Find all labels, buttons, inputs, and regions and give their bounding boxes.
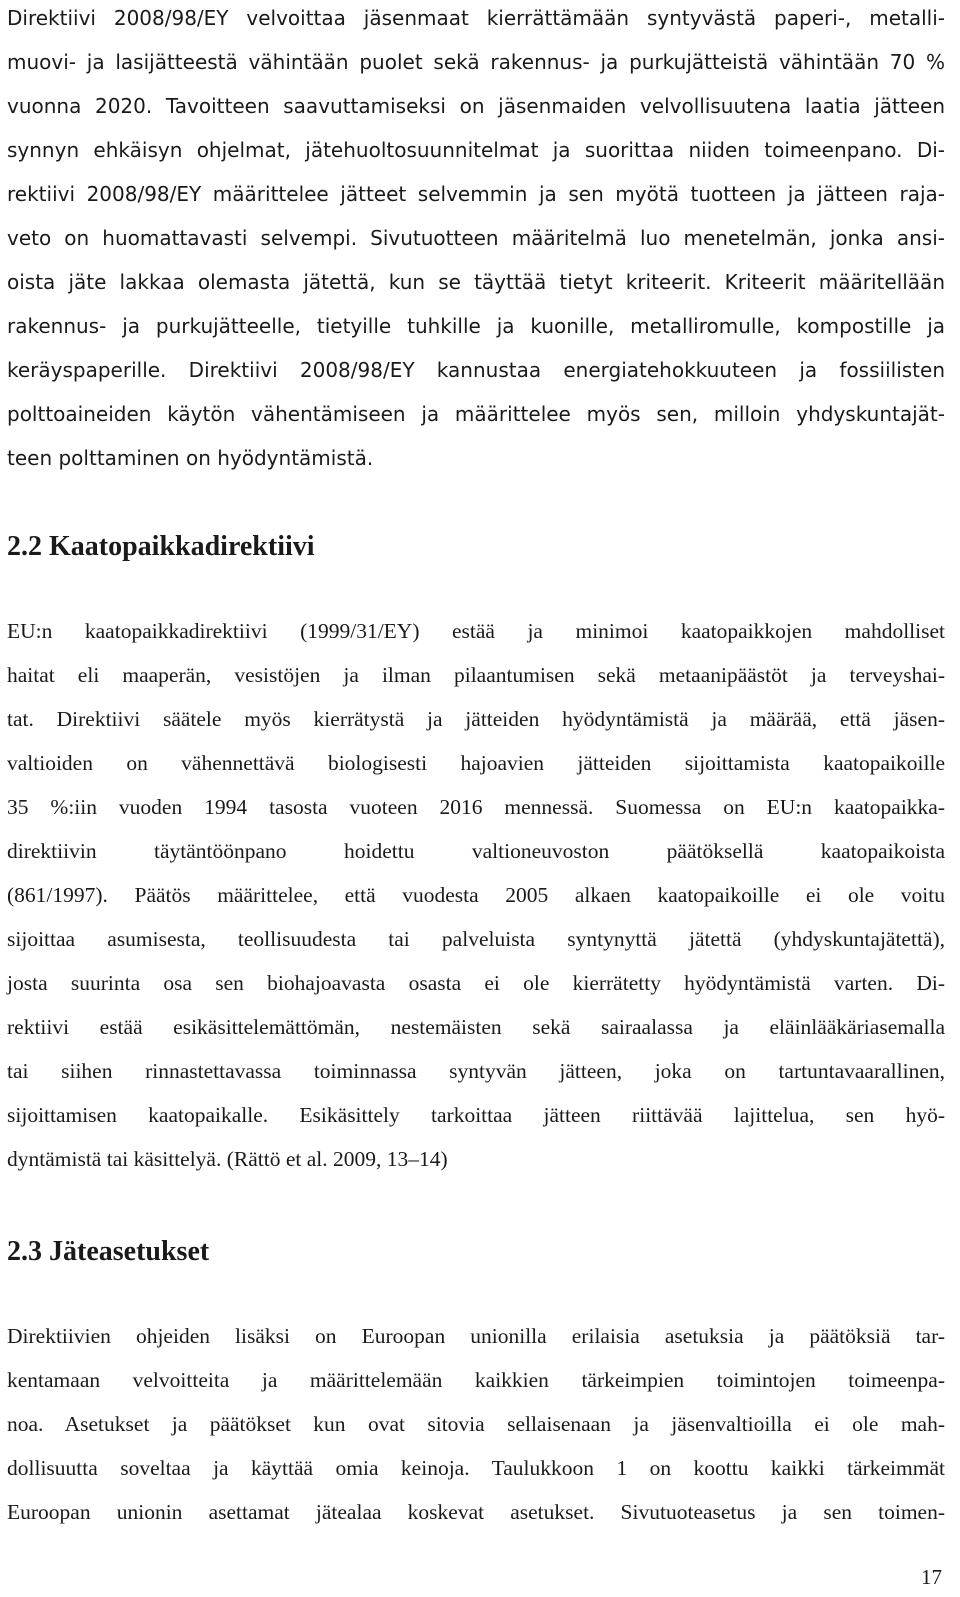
text-line: oista jäte lakkaa olemasta jätettä, kun se täyttää tietyt kriteerit. Kriteerit määritellään	[7, 270, 945, 294]
text-line: veto on huomattavasti selvempi. Sivutuotteen määritelmä luo menetelmän, jonka ansi-	[7, 226, 945, 250]
text-line: noa. Asetukset ja päätökset kun ovat sitovia sellaisenaan ja jäsenvaltioilla ei ole mah-	[7, 1412, 945, 1436]
text-line: synnyn ehkäisyn ohjelmat, jätehuoltosuunnitelmat ja suorittaa niiden toimeenpano. Di-	[7, 138, 945, 162]
paragraph-landfill-directive	[7, 609, 945, 1181]
text-line: teen polttaminen on hyödyntämistä.	[7, 446, 374, 470]
text-line: EU:n kaatopaikkadirektiivi (1999/31/EY) estää ja minimoi kaatopaikkojen mahdolliset	[7, 619, 945, 643]
text-line: Euroopan unionin asettamat jätealaa koskevat asetukset. Sivutuoteasetus ja sen toimen-	[7, 1500, 945, 1524]
text-line: keräyspaperille. Direktiivi 2008/98/EY kannustaa energiatehokkuuteen ja fossiilisten	[7, 358, 945, 382]
text-line: Direktiivien ohjeiden lisäksi on Euroopan unionilla erilaisia asetuksia ja päätöksiä tar-	[7, 1324, 945, 1348]
paragraph-directive-2008-98	[7, 0, 945, 480]
paragraph-waste-regulations	[7, 1314, 945, 1534]
text-line: dyntämistä tai käsittelyä. (Rättö et al. 2009, 13–14)	[7, 1147, 448, 1171]
text-line: rektiivi 2008/98/EY määrittelee jätteet selvemmin ja sen myötä tuotteen ja jätteen raja-	[7, 182, 945, 206]
text-line: muovi- ja lasijätteestä vähintään puolet sekä rakennus- ja purkujätteistä vähintään 70 %	[7, 50, 945, 74]
text-line: vuonna 2020. Tavoitteen saavuttamiseksi on jäsenmaiden velvollisuutena laatia jätteen	[7, 94, 945, 118]
text-line: dollisuutta soveltaa ja käyttää omia keinoja. Taulukkoon 1 on koottu kaikki tärkeimmät	[7, 1456, 945, 1480]
text-line: rektiivi estää esikäsittelemättömän, nestemäisten sekä sairaalassa ja eläinlääkäriasemalla	[7, 1015, 945, 1039]
text-line: josta suurinta osa sen biohajoavasta osasta ei ole kierrätetty hyödyntämistä varten. Di-	[7, 971, 945, 995]
text-line: haitat eli maaperän, vesistöjen ja ilman pilaantumisen sekä metaanipäästöt ja terveyshai-	[7, 663, 945, 687]
text-line: sijoittamisen kaatopaikalle. Esikäsittely tarkoittaa jätteen riittävää lajittelua, sen hyö-	[7, 1103, 945, 1127]
text-line: (861/1997). Päätös määrittelee, että vuodesta 2005 alkaen kaatopaikoille ei ole voitu	[7, 883, 945, 907]
text-line: sijoittaa asumisesta, teollisuudesta tai palveluista syntynyttä jätettä (yhdyskuntajätettä),	[7, 927, 945, 951]
text-line: kentamaan velvoitteita ja määrittelemään kaikkien tärkeimpien toimintojen toimeenpa-	[7, 1368, 945, 1392]
text-line: polttoaineiden käytön vähentämiseen ja määrittelee myös sen, milloin yhdyskuntajät-	[7, 402, 945, 426]
text-line: tat. Direktiivi säätele myös kierrätystä ja jätteiden hyödyntämistä ja määrää, että jäsen-	[7, 707, 945, 731]
heading-2-3: 2.3 Jäteasetukset	[7, 1236, 210, 1267]
text-line: direktiivin täytäntöönpano hoidettu valtioneuvoston päätöksellä kaatopaikoista	[7, 839, 945, 863]
page-number: 17	[921, 1565, 942, 1589]
text-line: 35 %:iin vuoden 1994 tasosta vuoteen 2016 mennessä. Suomessa on EU:n kaatopaikka-	[7, 795, 945, 819]
text-line: rakennus- ja purkujätteelle, tietyille tuhkille ja kuonille, metalliromulle, kompostille ja	[7, 314, 945, 338]
text-line: valtioiden on vähennettävä biologisesti hajoavien jätteiden sijoittamista kaatopaikoille	[7, 751, 945, 775]
text-line: Direktiivi 2008/98/EY velvoittaa jäsenmaat kierrättämään syntyvästä paperi-, metalli-	[7, 6, 945, 30]
text-line: tai siihen rinnastettavassa toiminnassa syntyvän jätteen, joka on tartuntavaarallinen,	[7, 1059, 945, 1083]
heading-2-2: 2.2 Kaatopaikkadirektiivi	[7, 531, 315, 562]
